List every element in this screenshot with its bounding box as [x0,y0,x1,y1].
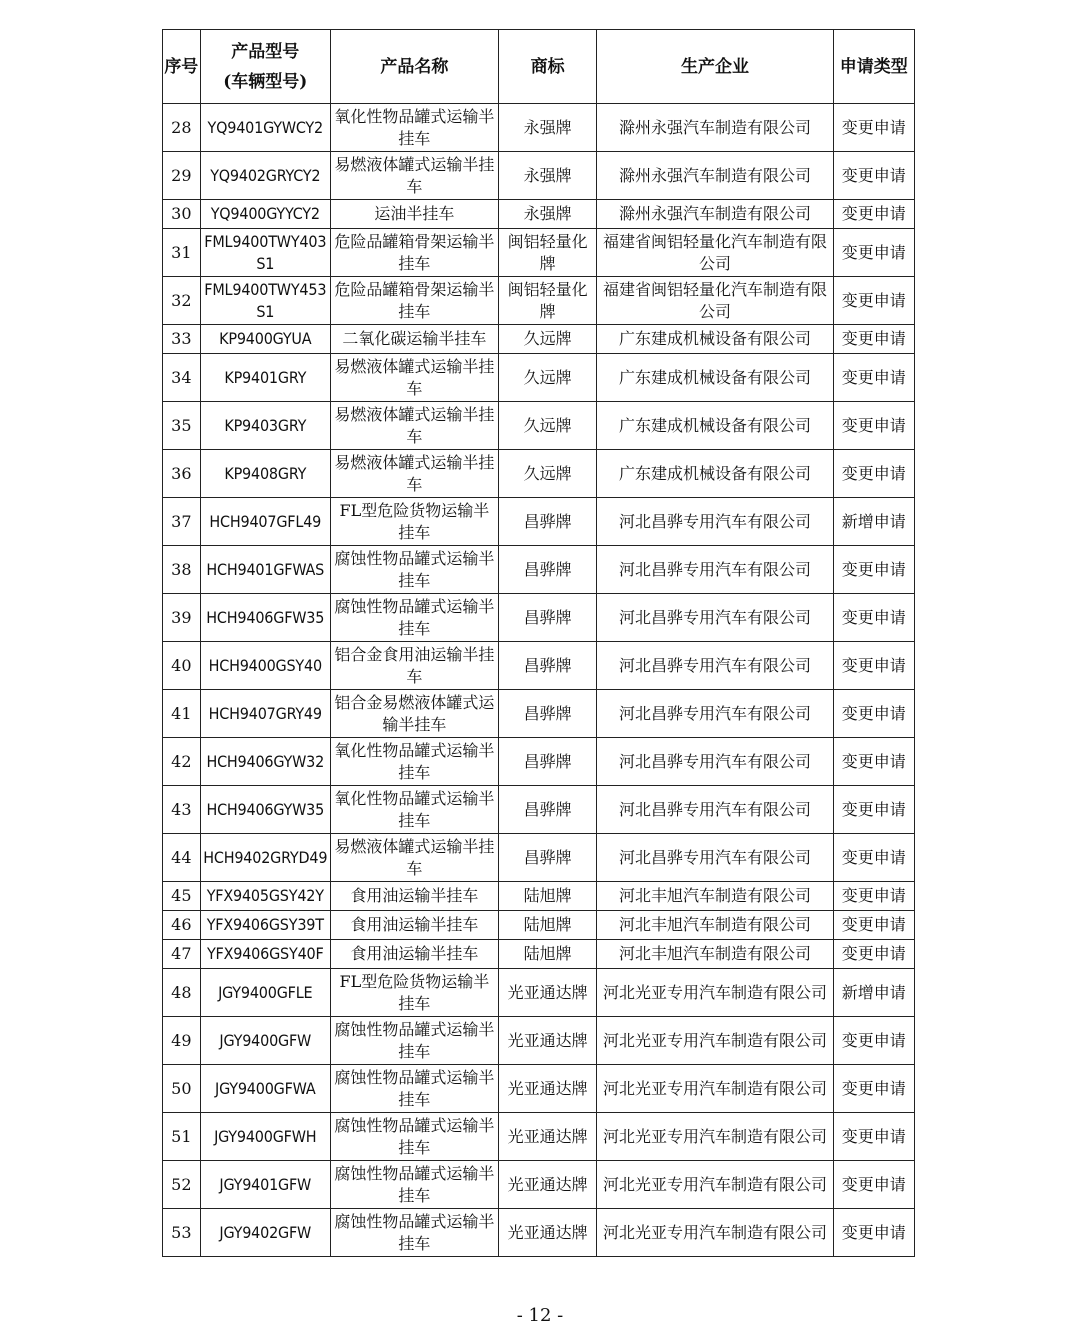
cell-name: 食用油运输半挂车 [330,911,498,940]
cell-company: 河北丰旭汽车制造有限公司 [597,911,833,940]
cell-brand: 昌骅牌 [498,834,597,882]
table-row [163,594,915,642]
cell-company: 广东建成机械设备有限公司 [597,354,833,402]
cell-seq: 29 [163,152,201,200]
cell-brand: 昌骅牌 [498,546,597,594]
cell-type: 变更申请 [833,786,914,834]
cell-model: YFX9405GSY42Y [200,882,330,911]
cell-model: HCH9406GFW35 [200,594,330,642]
table-row [163,1113,915,1161]
cell-seq: 53 [163,1209,201,1257]
cell-name: FL型危险货物运输半挂车 [330,969,498,1017]
cell-company: 河北光亚专用汽车制造有限公司 [597,1017,833,1065]
cell-seq: 32 [163,277,201,325]
cell-brand: 久远牌 [498,354,597,402]
cell-type: 变更申请 [833,450,914,498]
cell-model: JGY9400GFWH [200,1113,330,1161]
cell-model: HCH9400GSY40 [200,642,330,690]
cell-model: YQ9400GYYCY2 [200,200,330,229]
cell-type: 变更申请 [833,277,914,325]
cell-name: 腐蚀性物品罐式运输半挂车 [330,594,498,642]
cell-type: 变更申请 [833,200,914,229]
cell-seq: 36 [163,450,201,498]
cell-name: 食用油运输半挂车 [330,940,498,969]
cell-name: 危险品罐箱骨架运输半挂车 [330,277,498,325]
table-row [163,1017,915,1065]
cell-brand: 闽铝轻量化牌 [498,229,597,277]
cell-seq: 47 [163,940,201,969]
cell-seq: 48 [163,969,201,1017]
table-row [163,1209,915,1257]
cell-seq: 52 [163,1161,201,1209]
cell-type: 变更申请 [833,354,914,402]
cell-name: 易燃液体罐式运输半挂车 [330,834,498,882]
table-row [163,690,915,738]
cell-name: 食用油运输半挂车 [330,882,498,911]
cell-model: YFX9406GSY39T [200,911,330,940]
cell-brand: 昌骅牌 [498,642,597,690]
cell-brand: 闽铝轻量化牌 [498,277,597,325]
cell-seq: 38 [163,546,201,594]
cell-model: HCH9407GFL49 [200,498,330,546]
cell-type: 变更申请 [833,642,914,690]
cell-seq: 40 [163,642,201,690]
table-header-row [163,30,915,104]
table-row [163,498,915,546]
cell-company: 河北昌骅专用汽车有限公司 [597,834,833,882]
cell-type: 变更申请 [833,1065,914,1113]
table-row [163,882,915,911]
cell-model: YQ9401GYWCY2 [200,104,330,152]
cell-company: 河北光亚专用汽车制造有限公司 [597,1209,833,1257]
cell-model: JGY9401GFW [200,1161,330,1209]
cell-seq: 45 [163,882,201,911]
cell-name: 腐蚀性物品罐式运输半挂车 [330,1161,498,1209]
table-row [163,1065,915,1113]
cell-company: 滁州永强汽车制造有限公司 [597,200,833,229]
cell-model: YQ9402GRYCY2 [200,152,330,200]
cell-type: 变更申请 [833,834,914,882]
cell-company: 河北光亚专用汽车制造有限公司 [597,1113,833,1161]
header-brand: 商标 [498,30,597,104]
cell-model: JGY9400GFWA [200,1065,330,1113]
table-row [163,786,915,834]
cell-seq: 50 [163,1065,201,1113]
cell-model: YFX9406GSY40F [200,940,330,969]
cell-model: HCH9407GRY49 [200,690,330,738]
cell-type: 新增申请 [833,969,914,1017]
table-row [163,642,915,690]
cell-name: 铝合金食用油运输半挂车 [330,642,498,690]
cell-company: 滁州永强汽车制造有限公司 [597,104,833,152]
cell-seq: 49 [163,1017,201,1065]
header-name: 产品名称 [330,30,498,104]
header-model-line2: (车辆型号) [223,71,308,92]
cell-company: 河北光亚专用汽车制造有限公司 [597,969,833,1017]
cell-seq: 31 [163,229,201,277]
cell-brand: 陆旭牌 [498,882,597,911]
cell-company: 河北丰旭汽车制造有限公司 [597,882,833,911]
cell-brand: 昌骅牌 [498,786,597,834]
cell-seq: 44 [163,834,201,882]
cell-type: 变更申请 [833,229,914,277]
cell-company: 福建省闽铝轻量化汽车制造有限公司 [597,229,833,277]
cell-company: 河北昌骅专用汽车有限公司 [597,690,833,738]
cell-seq: 46 [163,911,201,940]
cell-company: 河北昌骅专用汽车有限公司 [597,594,833,642]
cell-type: 新增申请 [833,498,914,546]
cell-seq: 33 [163,325,201,354]
cell-type: 变更申请 [833,325,914,354]
table-row [163,354,915,402]
table-row [163,940,915,969]
cell-brand: 久远牌 [498,402,597,450]
table-row [163,834,915,882]
cell-type: 变更申请 [833,1017,914,1065]
cell-company: 福建省闽铝轻量化汽车制造有限公司 [597,277,833,325]
cell-company: 河北丰旭汽车制造有限公司 [597,940,833,969]
cell-type: 变更申请 [833,1113,914,1161]
cell-type: 变更申请 [833,882,914,911]
cell-model: JGY9400GFLE [200,969,330,1017]
header-company: 生产企业 [597,30,833,104]
cell-model: KP9400GYUA [200,325,330,354]
cell-model: HCH9406GYW35 [200,786,330,834]
cell-seq: 39 [163,594,201,642]
cell-model: FML9400TWY403S1 [200,229,330,277]
cell-name: 易燃液体罐式运输半挂车 [330,354,498,402]
cell-company: 河北昌骅专用汽车有限公司 [597,498,833,546]
cell-model: KP9408GRY [200,450,330,498]
cell-type: 变更申请 [833,546,914,594]
cell-type: 变更申请 [833,690,914,738]
cell-company: 河北昌骅专用汽车有限公司 [597,786,833,834]
cell-brand: 久远牌 [498,325,597,354]
cell-name: 氧化性物品罐式运输半挂车 [330,738,498,786]
cell-brand: 光亚通达牌 [498,1113,597,1161]
table-row [163,450,915,498]
cell-name: 易燃液体罐式运输半挂车 [330,450,498,498]
cell-company: 河北昌骅专用汽车有限公司 [597,642,833,690]
cell-name: 易燃液体罐式运输半挂车 [330,402,498,450]
cell-name: 易燃液体罐式运输半挂车 [330,152,498,200]
cell-company: 滁州永强汽车制造有限公司 [597,152,833,200]
cell-name: 腐蚀性物品罐式运输半挂车 [330,1017,498,1065]
table-body [163,104,915,1257]
cell-name: 腐蚀性物品罐式运输半挂车 [330,1113,498,1161]
header-model-line1: 产品型号 [231,41,300,62]
table-row [163,546,915,594]
cell-model: JGY9402GFW [200,1209,330,1257]
cell-brand: 永强牌 [498,104,597,152]
cell-seq: 30 [163,200,201,229]
table-row [163,402,915,450]
cell-brand: 陆旭牌 [498,911,597,940]
cell-brand: 光亚通达牌 [498,1017,597,1065]
cell-name: 腐蚀性物品罐式运输半挂车 [330,546,498,594]
cell-name: FL型危险货物运输半挂车 [330,498,498,546]
cell-type: 变更申请 [833,738,914,786]
cell-type: 变更申请 [833,152,914,200]
cell-brand: 昌骅牌 [498,498,597,546]
cell-brand: 永强牌 [498,152,597,200]
header-seq: 序号 [163,30,201,104]
cell-type: 变更申请 [833,911,914,940]
cell-company: 广东建成机械设备有限公司 [597,450,833,498]
cell-seq: 42 [163,738,201,786]
table-row [163,969,915,1017]
table-row [163,104,915,152]
cell-name: 铝合金易燃液体罐式运输半挂车 [330,690,498,738]
cell-name: 腐蚀性物品罐式运输半挂车 [330,1209,498,1257]
vehicle-table [162,29,915,1257]
cell-type: 变更申请 [833,104,914,152]
cell-brand: 光亚通达牌 [498,1161,597,1209]
cell-company: 广东建成机械设备有限公司 [597,325,833,354]
cell-brand: 光亚通达牌 [498,969,597,1017]
cell-name: 运油半挂车 [330,200,498,229]
cell-name: 危险品罐箱骨架运输半挂车 [330,229,498,277]
cell-seq: 35 [163,402,201,450]
table-row [163,229,915,277]
table-row [163,325,915,354]
cell-model: FML9400TWY453S1 [200,277,330,325]
cell-company: 河北光亚专用汽车制造有限公司 [597,1065,833,1113]
cell-model: KP9401GRY [200,354,330,402]
cell-name: 腐蚀性物品罐式运输半挂车 [330,1065,498,1113]
cell-brand: 陆旭牌 [498,940,597,969]
cell-model: HCH9402GRYD49 [200,834,330,882]
header-type: 申请类型 [833,30,914,104]
cell-type: 变更申请 [833,594,914,642]
cell-seq: 51 [163,1113,201,1161]
cell-brand: 昌骅牌 [498,738,597,786]
cell-company: 河北光亚专用汽车制造有限公司 [597,1161,833,1209]
cell-company: 广东建成机械设备有限公司 [597,402,833,450]
cell-brand: 久远牌 [498,450,597,498]
cell-brand: 永强牌 [498,200,597,229]
cell-company: 河北昌骅专用汽车有限公司 [597,738,833,786]
table-row [163,738,915,786]
table-row [163,277,915,325]
cell-name: 氧化性物品罐式运输半挂车 [330,104,498,152]
cell-name: 氧化性物品罐式运输半挂车 [330,786,498,834]
cell-brand: 光亚通达牌 [498,1065,597,1113]
cell-brand: 昌骅牌 [498,690,597,738]
table-row [163,1161,915,1209]
cell-model: KP9403GRY [200,402,330,450]
cell-type: 变更申请 [833,940,914,969]
cell-seq: 37 [163,498,201,546]
cell-type: 变更申请 [833,402,914,450]
cell-model: JGY9400GFW [200,1017,330,1065]
cell-seq: 43 [163,786,201,834]
page-number: - 12 - [516,1305,564,1326]
table-row [163,911,915,940]
cell-company: 河北昌骅专用汽车有限公司 [597,546,833,594]
cell-seq: 34 [163,354,201,402]
cell-seq: 28 [163,104,201,152]
cell-type: 变更申请 [833,1209,914,1257]
cell-model: HCH9406GYW32 [200,738,330,786]
cell-brand: 昌骅牌 [498,594,597,642]
table-row [163,200,915,229]
cell-seq: 41 [163,690,201,738]
cell-brand: 光亚通达牌 [498,1209,597,1257]
cell-model: HCH9401GFWAS [200,546,330,594]
table-row [163,152,915,200]
header-model [200,30,330,104]
cell-name: 二氧化碳运输半挂车 [330,325,498,354]
cell-type: 变更申请 [833,1161,914,1209]
